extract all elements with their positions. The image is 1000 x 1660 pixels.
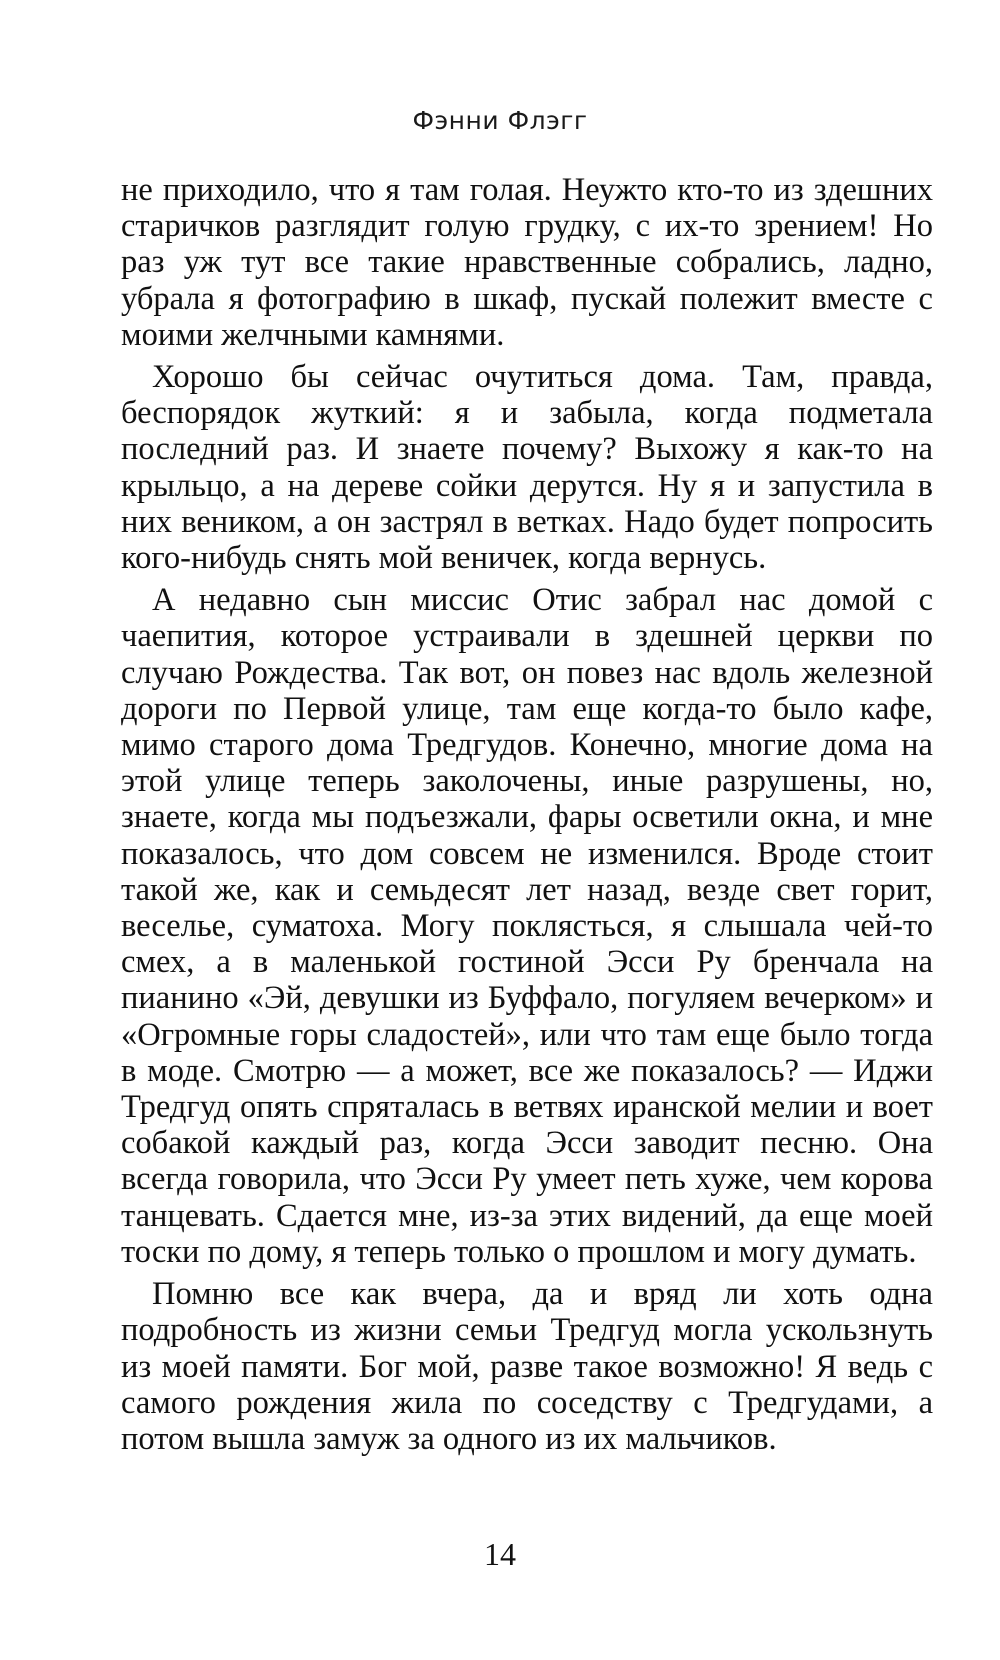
body-text bbox=[121, 172, 933, 1463]
paragraph: Помню все как вчера, да и вряд ли хоть одна подробность из жизни семьи Тредгуд могла ускользнуть из моей памяти. Бог мой, разве такое возможно! Я ведь с самого рождения жила по соседству с Тредгудами, а потом вышла замуж за одного из их мальчиков. bbox=[121, 1276, 933, 1457]
paragraph: Хорошо бы сейчас очутиться дома. Там, правда, беспорядок жуткий: я и забыла, когда подметала последний раз. И знаете почему? Выхожу я как-то на крыльцо, а на дереве сойки дерутся. Ну я и запустила в них веником, а он застрял в ветках. Надо будет попросить кого-нибудь снять мой веничек, когда вернусь. bbox=[121, 359, 933, 577]
running-head-author: Фэнни Флэгг bbox=[412, 106, 588, 135]
page-number: 14 bbox=[484, 1536, 516, 1572]
paragraph: А недавно сын миссис Отис забрал нас домой с чаепития, которое устраивали в здешней церкви по случаю Рождества. Так вот, он повез нас вдоль железной дороги по Первой улице, там еще когда-то было кафе, мимо старого дома Тредгудов. Конечно, многие дома на этой улице теперь заколочены, иные разрушены, но, знаете, когда мы подъезжали, фары осветили окна, и мне показалось, что дом совсем не изменился. Вроде стоит такой же, как и семьдесят лет назад, везде свет горит, веселье, суматоха. Могу поклясться, я слышала чей-то смех, а в маленькой гостиной Эсси Ру бренчала на пианино «Эй, девушки из Буффало, погуляем вечерком» и «Огромные горы сладостей», или что там еще было тогда в моде. Смотрю — а может, все же показалось? — Иджи Тредгуд опять спряталась в ветвях иранской мелии и воет собакой каждый раз, когда Эсси заводит песню. Она всегда говорила, что Эсси Ру умеет петь хуже, чем корова танцевать. Сдается мне, из-за этих видений, да еще моей тоски по дому, я теперь только о прошлом и могу думать. bbox=[121, 582, 933, 1270]
paragraph-continued: не приходило, что я там голая. Неужто кто-то из здешних старичков разглядит голую грудку, с их-то зрением! Но раз уж тут все такие нравственные собрались, ладно, убрала я фотографию в шкаф, пускай полежит вместе с моими желчными камнями. bbox=[121, 172, 933, 353]
